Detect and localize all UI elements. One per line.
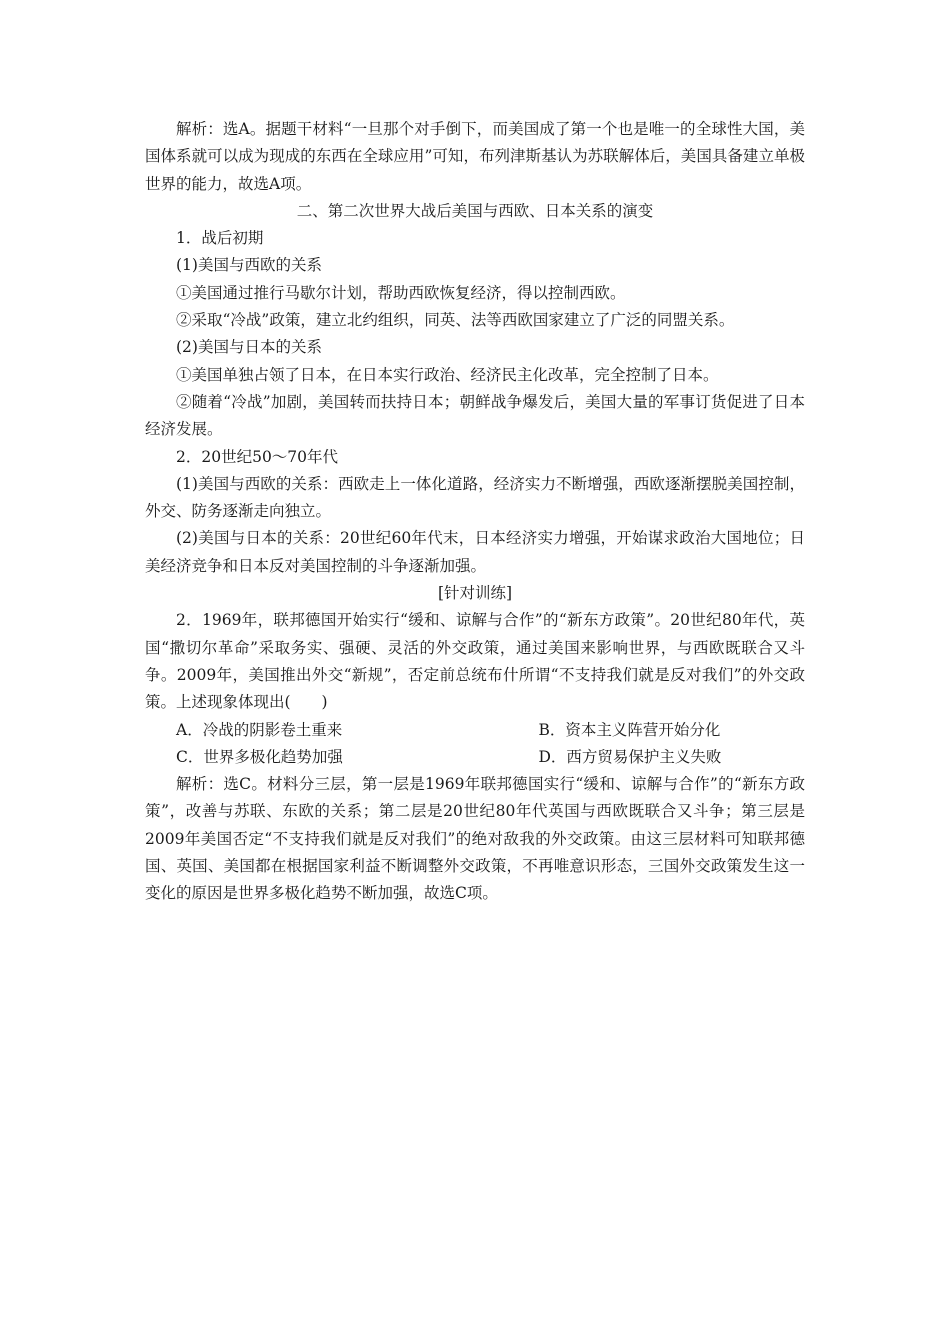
subheading-us-japan: (2)美国与日本的关系: [176, 338, 322, 357]
section-title: 二、第二次世界大战后美国与西欧、日本关系的演变: [296, 201, 654, 220]
option-b: B．资本主义阵营开始分化: [538, 720, 721, 739]
answer-options: [145, 717, 805, 772]
analysis-paragraph-2: 解析：选C。材料分三层，第一层是1969年联邦德国实行“缓和、谅解与合作”的“新东方政策”，改善与苏联、东欧的关系；第二层是20世纪80年代英国与西欧既联合又斗争；第三层是2009年美国否定“不支持我们就是反对我们”的绝对敌我的外交政策。由这三层材料可知联邦德国、英国、美国都在根据国家利益不断调整外交政策，不再唯意识形态，三国外交政策发生这一变化的原因是世界多极化趋势不断加强，故选C项。: [145, 775, 805, 903]
point-us-japan-competition: (2)美国与日本的关系：20世纪60年代末，日本经济实力增强，开始谋求政治大国地位；日美经济竞争和日本反对美国控制的斗争逐渐加强。: [145, 529, 805, 575]
point-cold-war-nato: ②采取“冷战”政策，建立北约组织，同英、法等西欧国家建立了广泛的同盟关系。: [176, 311, 735, 330]
point-us-europe-independence: (1)美国与西欧的关系：西欧走上一体化道路，经济实力不断增强，西欧逐渐摆脱美国控制，外交、防务逐渐走向独立。: [145, 474, 805, 521]
heading-1950s-70s: 2．20世纪50～70年代: [176, 447, 339, 466]
subheading-us-europe: (1)美国与西欧的关系: [176, 256, 322, 275]
option-a: A．冷战的阴影卷土重来: [176, 720, 343, 739]
document-page: [145, 116, 805, 908]
option-c: C．世界多极化趋势加强: [176, 747, 343, 766]
analysis-paragraph-1: 解析：选A。据题干材料“一旦那个对手倒下，而美国成了第一个也是唯一的全球性大国，美国体系就可以成为现成的东西在全球应用”可知，布列津斯基认为苏联解体后，美国具备建立单极世界的能力，故选A项。: [145, 120, 805, 193]
point-occupation-japan: ①美国单独占领了日本，在日本实行政治、经济民主化改革，完全控制了日本。: [176, 365, 719, 384]
point-marshall-plan: ①美国通过推行马歇尔计划，帮助西欧恢复经济，得以控制西欧。: [176, 283, 626, 302]
training-title: [针对训练]: [437, 584, 513, 603]
question-text: 2．1969年，联邦德国开始实行“缓和、谅解与合作”的“新东方政策”。20世纪80年代，英国“撒切尔革命”采取务实、强硬、灵活的外交政策，通过美国来影响世界，与西欧既联合又斗争。2009年，美国推出外交“新规”，否定前总统布什所谓“不支持我们就是反对我们”的外交政策。上述现象体现出( ): [145, 611, 805, 712]
heading-postwar: 1．战后初期: [176, 229, 264, 248]
option-d: D．西方贸易保护主义失败: [538, 747, 722, 766]
point-support-japan: ②随着“冷战”加剧，美国转而扶持日本；朝鲜战争爆发后，美国大量的军事订货促进了日本经济发展。: [145, 392, 805, 439]
